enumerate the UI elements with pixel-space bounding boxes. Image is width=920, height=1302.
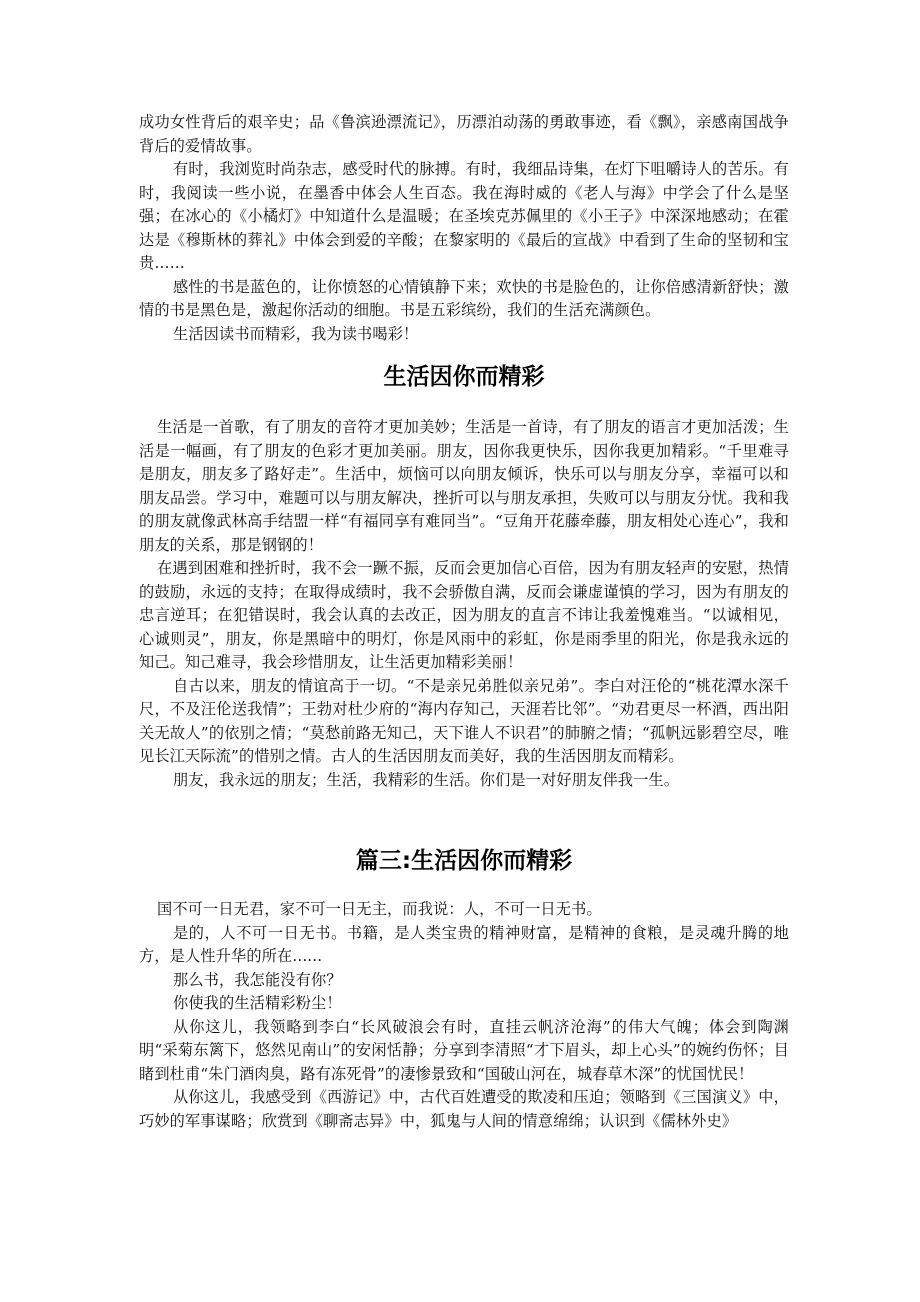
paragraph-book-6: 从你这儿，我感受到《西游记》中，古代百姓遭受的欺凌和压迫；领略到《三国演义》中，巧妙的军事谋略；欣赏到《聊斋志异》中，狐鬼与人间的情意绵绵；认识到《儒林外史》	[139, 1088, 789, 1130]
paragraph-book-5: 从你这儿，我领略到李白“长风破浪会有时，直挂云帆济沧海”的伟大气魄；体会到陶渊明“采菊东篱下，悠然见南山”的安闲恬静；分享到李清照“才下眉头，却上心头”的婉约伤怀；目睹到杜甫“朱门酒肉臭，路有冻死骨”的凄惨景致和“国破山河在，城春草木深”的忧国忧民！	[139, 1017, 789, 1083]
section-title: 生活因你而精彩	[383, 364, 545, 390]
paragraph-friend-3: 自古以来，朋友的情谊高于一切。“不是亲兄弟胜似亲兄弟”。李白对汪伦的“桃花潭水深千尺，不及汪伦送我情”；王勃对杜少府的“海内存知己，天涯若比邻”。“劝君更尽一杯酒，西出阳关无故人”的依别之情；“莫愁前路无知己，天下谁人不识君”的肺腑之情；“孤帆远影碧空尽，唯见长江天际流”的惜别之情。古人的生活因朋友而美好，我的生活因朋友而精彩。	[139, 676, 789, 765]
paragraph-prev-2: 有时，我浏览时尚杂志，感受时代的脉搏。有时，我细品诗集，在灯下咀嚼诗人的苦乐。有时，我阅读一些小说，在墨香中体会人生百态。我在海时威的《老人与海》中学会了什么是坚强；在冰心的《小橘灯》中知道什么是温暖；在圣埃克苏佩里的《小王子》中深深地感动；在霍达是《穆斯林的葬礼》中体会到爱的辛酸；在黎家明的《最后的宣战》中看到了生命的坚韧和宝贵……	[139, 160, 789, 272]
paragraph-friend-4: 朋友，我永远的朋友；生活，我精彩的生活。你们是一对好朋友伴我一生。	[173, 770, 680, 789]
paragraph-book-2: 是的，人不可一日无书。书籍，是人类宝贵的精神财富，是精神的食粮，是灵魂升腾的地方，是人性升华的所在......	[139, 923, 789, 965]
section-title: 篇三:生活因你而精彩	[355, 848, 573, 874]
paragraph-prev-3: 感性的书是蓝色的，让你愤怒的心情镇静下来；欢快的书是脸色的，让你倍感清新舒快；激情的书是黑色是，激起你活动的细胞。书是五彩缤纷，我们的生活充满颜色。	[139, 277, 789, 319]
paragraph-book-3: 那么书，我怎能没有你？	[173, 970, 342, 989]
paragraph-prev-1: 成功女性背后的艰辛史；品《鲁滨逊漂流记》，历漂泊动荡的勇敢事迹，看《飘》，亲感南国战争背后的爱情故事。	[139, 113, 789, 155]
paragraph-book-1: 国不可一日无君，家不可一日无主，而我说：人，不可一日无书。	[157, 900, 602, 918]
paragraph-prev-4: 生活因读书而精彩，我为读书喝彩！	[173, 324, 419, 343]
paragraph-book-4: 你使我的生活精彩粉尘！	[173, 994, 342, 1012]
paragraph-friend-1: 生活是一首歌，有了朋友的音符才更加美妙；生活是一首诗，有了朋友的语言才更加活泼；生活是一幅画，有了朋友的色彩才更加美丽。朋友，因你我更快乐，因你我更加精彩。“千里难寻是朋友，朋友多了路好走”。生活中，烦恼可以向朋友倾诉，快乐可以与朋友分享，幸福可以和朋友品尝。学习中，难题可以与朋友解决，挫折可以与朋友承担，失败可以与朋友分忧。我和我的朋友就像武林高手结盟一样“有福同享有难同当”。“豆角开花藤牵藤，朋友相处心连心”，我和朋友的关系，那是钢钢的！	[139, 418, 789, 554]
paragraph-friend-2: 在遇到困难和挫折时，我不会一蹶不振，反而会更加信心百倍，因为有朋友轻声的安慰，热情的鼓励，永远的支持；在取得成绩时，我不会骄傲自满，反而会谦虚谨慎的学习，因为有朋友的忠言逆耳；在犯错误时，我会认真的去改正，因为朋友的直言不讳让我羞愧难当。“以诚相见，心诚则灵”，朋友，你是黑暗中的明灯，你是风雨中的彩虹，你是雨季里的阳光，你是我永远的知己。知己难寻，我会珍惜朋友，让生活更加精彩美丽！	[139, 559, 789, 671]
document-page	[139, 111, 789, 1133]
